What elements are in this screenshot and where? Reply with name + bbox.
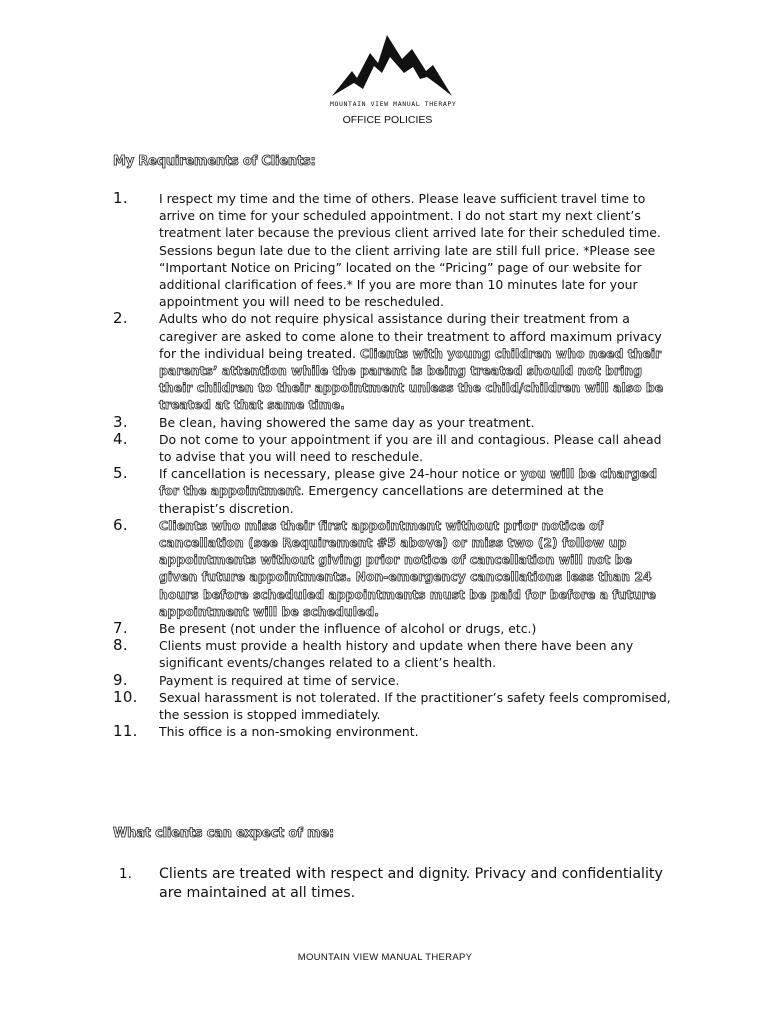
list-number: 8. [113, 636, 128, 655]
list-number: 7. [113, 619, 128, 638]
logo-text: MOUNTAIN VIEW MANUAL THERAPY [330, 100, 457, 108]
list-text: I respect my time and the time of others. Please leave sufficient travel time to arrive on time for your scheduled appointment. I do not start my next client’s treatment later because the previous client arrived late for their scheduled time. Sessions begun late due to the client arriving late are still full price. *Please see “Important Notice on Pricing” located on the “Pricing” page of our website for additional clarification of fees.* If you are more than 10 minutes late for your appointment you will need to be rescheduled. [159, 191, 661, 310]
requirements-heading: My Requirements of Clients: [113, 154, 316, 169]
expectations-list [113, 865, 673, 902]
list-number: 9. [113, 670, 128, 689]
list-item [113, 689, 673, 723]
expectations-heading: What clients can expect of me: [113, 826, 334, 841]
list-text: If cancellation is necessary, please give 24-hour notice or [159, 466, 521, 482]
list-number: 11. [113, 722, 138, 741]
list-text: Payment is required at time of service. [159, 672, 400, 688]
emphasized-text: Clients with young children who need their parents’ attention while the parent is being treated should not bring their children to their appointment unless the child/children will also be treated at that same time. [159, 345, 664, 413]
mountain-logo-icon [330, 33, 455, 99]
list-text: Be present (not under the influence of alcohol or drugs, etc.) [159, 621, 537, 637]
list-item [113, 465, 673, 517]
list-item [113, 310, 673, 413]
page-footer: MOUNTAIN VIEW MANUAL THERAPY [297, 952, 473, 963]
list-text: Clients are treated with respect and dignity. Privacy and confidentiality are maintained at all times. [159, 866, 663, 901]
list-item [113, 723, 673, 740]
requirements-list [113, 190, 673, 741]
list-item [113, 431, 673, 465]
list-item [113, 190, 673, 310]
list-item [113, 517, 673, 620]
list-text: Be clean, having showered the same day as your treatment. [159, 414, 535, 430]
emphasized-text: Clients who miss their first appointment without prior notice of cancellation (see Requirement #5 above) or miss two (2) follow up appointments without giving prior notice of cancellation will not be given future appointments. Non-emergency cancellations less than 24 hours before scheduled appointments must be paid for before a future appointment will be scheduled. [159, 517, 656, 619]
list-text: Sexual harassment is not tolerated. If the practitioner’s safety feels compromised, the session is stopped immediately. [159, 689, 671, 723]
list-number: 5. [113, 464, 128, 483]
list-text: Do not come to your appointment if you are ill and contagious. Please call ahead to advise that you will need to reschedule. [159, 431, 662, 465]
emphasized-text: you will be charged for the appointment [159, 466, 657, 499]
list-item [113, 672, 673, 689]
company-logo [330, 33, 455, 111]
list-number: 2. [113, 309, 128, 328]
list-item [113, 637, 673, 671]
page-title: OFFICE POLICIES [342, 114, 433, 126]
list-number: 4. [113, 429, 128, 448]
list-item [113, 620, 673, 637]
list-item [113, 414, 673, 431]
list-number: 1. [113, 189, 128, 207]
list-text: Clients must provide a health history and update when there have been any significant events/changes related to a client’s health. [159, 638, 634, 671]
list-text: . Emergency cancellations are determined at the therapist’s discretion. [159, 483, 604, 516]
list-number: 6. [113, 515, 128, 534]
list-number: 3. [113, 412, 128, 431]
list-number: 10. [113, 687, 138, 706]
list-number: 1. [119, 866, 132, 882]
list-text: This office is a non-smoking environment. [159, 724, 419, 740]
list-text: Adults who do not require physical assistance during their treatment from a caregiver are asked to come alone to their treatment to afford maximum privacy for the individual being treated. [159, 311, 662, 361]
list-item [113, 865, 673, 902]
